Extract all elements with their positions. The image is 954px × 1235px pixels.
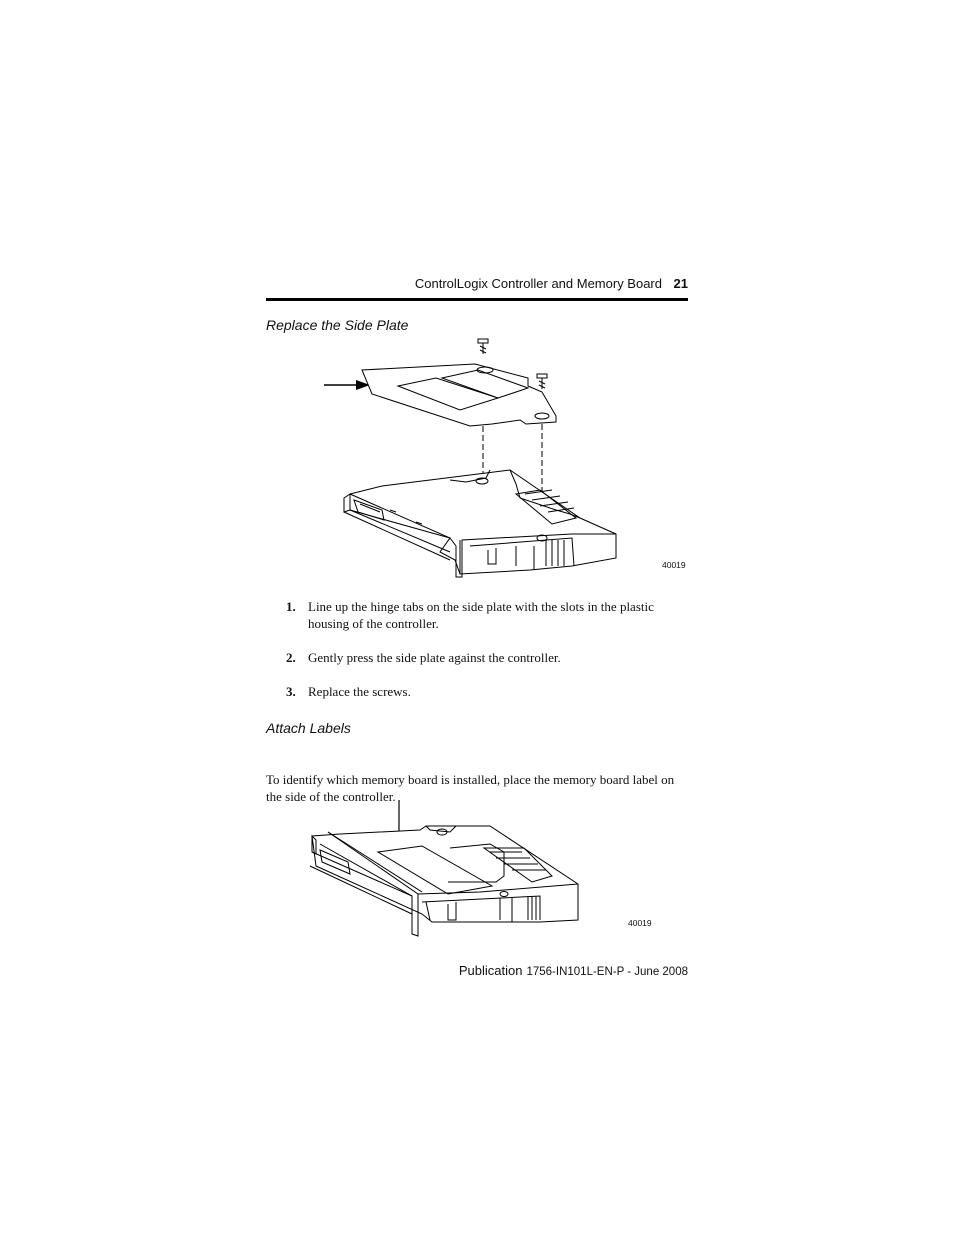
- figure-side-plate-replacement: [320, 334, 686, 580]
- publication-number: 1756-IN101L-EN-P - June 2008: [526, 966, 688, 978]
- section-title-replace-side-plate: Replace the Side Plate: [266, 317, 409, 333]
- footer-label: Publication: [458, 963, 523, 978]
- step-number: 3.: [286, 684, 296, 699]
- figure-code-2: 40019: [628, 918, 652, 928]
- step-list: [286, 598, 686, 700]
- list-item: [286, 598, 686, 632]
- step-text: Line up the hinge tabs on the side plate with the slots in the plastic housing of the controller.: [308, 599, 654, 631]
- page-header: [266, 276, 688, 298]
- header-rule: [266, 298, 688, 301]
- page-number: 21: [673, 276, 688, 291]
- section-title-attach-labels: Attach Labels: [266, 720, 351, 736]
- list-item: [286, 649, 686, 666]
- page-footer: [459, 962, 688, 980]
- body-paragraph: To identify which memory board is installed, place the memory board label on the side of the controller.: [266, 772, 675, 804]
- step-text: Gently press the side plate against the controller.: [308, 650, 561, 665]
- header-title: ControlLogix Controller and Memory Board: [414, 276, 662, 291]
- figure-label-placement: [300, 796, 652, 940]
- step-text: Replace the screws.: [308, 684, 411, 699]
- step-number: 1.: [286, 599, 296, 614]
- step-number: 2.: [286, 650, 296, 665]
- figure-code-1: 40019: [662, 560, 686, 570]
- list-item: [286, 683, 686, 700]
